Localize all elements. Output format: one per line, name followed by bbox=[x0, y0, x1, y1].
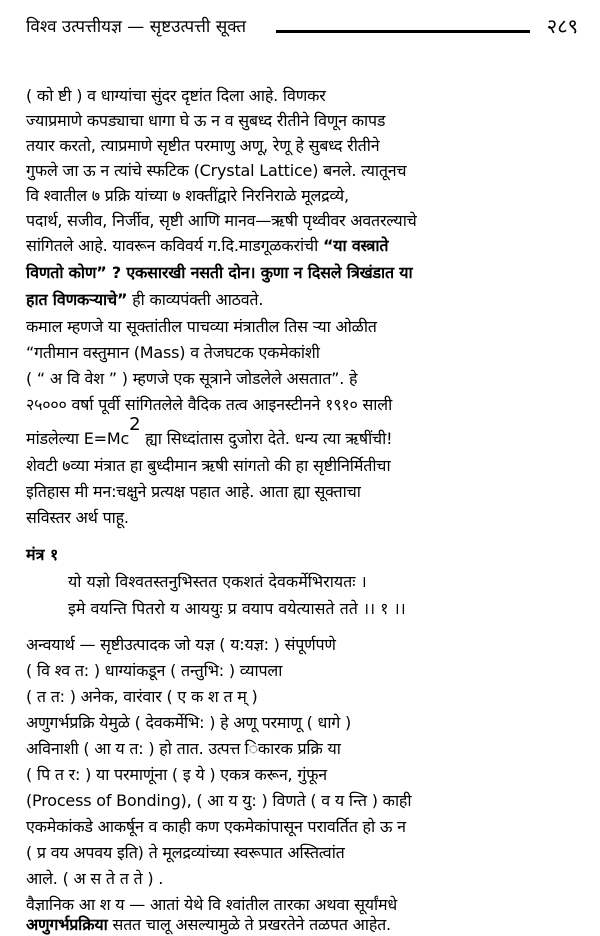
text-line: ( त त: ) अनेक, वारंवार ( ए क श त म् ) bbox=[26, 687, 258, 706]
text-span: ह्या सिध्दांतास दुजोरा देते. धन्य त्या ऋषींची! bbox=[140, 429, 393, 448]
header-title: विश्व उत्पत्तीयज्ञ — सृष्टउत्पत्ती सूक्त bbox=[26, 17, 247, 37]
text-line bbox=[26, 288, 578, 310]
text-line: अविनाशी ( आ य त: ) हो तात. उत्पत्त िकारक प्रक्रि या bbox=[26, 739, 341, 758]
text-line: “गतीमान वस्तुमान (Mass) व तेजघटक एकमेकांशी bbox=[26, 343, 320, 362]
highlight-term: अणुगर्भप्रक्रिया bbox=[26, 915, 108, 934]
text-line: ( प्र वय अपवय इति) ते मूलद्रव्यांच्या स्वरूपात अस्तित्वांत bbox=[26, 843, 345, 862]
text-line: तयार करतो, त्याप्रमाणे सृष्टीत परमाणु अणू, रेणू हे सुबध्द रीतीने bbox=[26, 136, 380, 155]
text-line: वि श्वातील ७ प्रक्रि यांच्या ७ शक्तींद्वारे निरनिराळे मूलद्रव्ये, bbox=[26, 186, 349, 205]
formula-text: मांडलेल्या E=Mc bbox=[26, 429, 130, 448]
text-line: ( को ष्टी ) व धाग्यांचा सुंदर दृष्टांत दिला आहे. विणकर bbox=[26, 86, 326, 105]
text-line: अणुगर्भप्रक्रि येमुळे ( देवकर्मेभि: ) हे अणू परमाणू ( धागे ) bbox=[26, 713, 352, 732]
text-span: सांगितले आहे. यावरून कविवर्य ग.दि.माडगूळकरांची bbox=[26, 236, 319, 255]
text-line: पदार्थ, सजीव, निर्जीव, सृष्टी आणि मानव—ऋषी पृथ्वीवर अवतरल्याचे bbox=[26, 211, 417, 230]
verse-line: यो यज्ञो विश्वतस्तनुभिस्तत एकशतं देवकर्मेभिरायतः । bbox=[68, 572, 367, 591]
text-line: ( वि श्व त: ) धाग्यांकडून ( तन्तुभि: ) व्यापला bbox=[26, 661, 283, 680]
mantra-label: मंत्र १ bbox=[26, 545, 59, 564]
text-line: आले. ( अ स ते त ते ) . bbox=[26, 869, 164, 888]
text-line: गुफले जा ऊ न त्यांचे स्फटिक (Crystal Lattice) बनले. त्यातूनच bbox=[26, 161, 407, 180]
text-line: शेवटी ७व्या मंत्रात हा बुध्दीमान ऋषी सांगतो की हा सृष्टीनिर्मितीचा bbox=[26, 456, 391, 475]
text-line: इतिहास मी मन:चक्षुने प्रत्यक्ष पहात आहे. आता ह्या सूक्ताचा bbox=[26, 482, 361, 501]
text-line: सविस्तर अर्थ पाहू. bbox=[26, 508, 129, 527]
poem-quote-end: हात विणकऱ्याचे” bbox=[26, 290, 128, 309]
text-line: ज्याप्रमाणे कपड्याचा धागा घे ऊ न व सुबध्द रीतीने विणून कापड bbox=[26, 111, 386, 130]
text-line bbox=[26, 234, 578, 256]
text-line: ( पि त र: ) या परमाणूंना ( इ ये ) एकत्र करून, गुंफून bbox=[26, 765, 327, 784]
text-line: कमाल म्हणजे या सूक्तांतील पाचव्या मंत्रातील तिस ऱ्या ओळीत bbox=[26, 317, 377, 336]
text-line: ( “ अ वि वेश ” ) म्हणजे एक सूत्राने जोडलेले असतात”. हे bbox=[26, 369, 358, 388]
text-span: ही काव्यपंक्ती आठवते. bbox=[127, 290, 264, 309]
text-line: २५००० वर्षा पूर्वी सांगितलेले वैदिक तत्व आइनस्टीनने १९१० साली bbox=[26, 395, 393, 414]
poem-quote-start: “या वस्त्राते bbox=[322, 236, 389, 255]
text-line: वैज्ञानिक आ श य — आतां येथे वि श्वांतील तारका अथवा सूर्यांमधे bbox=[26, 895, 397, 914]
text-line: एकमेकांकडे आकर्षून व काही कण एकमेकांपासून परावर्तित हो ऊ न bbox=[26, 817, 406, 836]
verse-line: इमे वयन्ति पितरो य आययुः प्र वयाप वयेत्यासते तते ।। १ ।। bbox=[68, 599, 406, 618]
poem-quote-line: विणतो कोण” ? एकसारखी नसती दोन। कुणा न दिसले त्रिखंडात या bbox=[26, 263, 413, 282]
text-line: अन्वयार्थ — सृष्टीउत्पादक जो यज्ञ ( य:यज्ञ: ) संपूर्णपणे bbox=[26, 635, 336, 654]
page-header bbox=[26, 8, 586, 42]
page-number: २८९ bbox=[546, 14, 578, 38]
text-line: (Process of Bonding), ( आ य यु: ) विणते ( व य न्ति ) काही bbox=[26, 791, 412, 810]
header-rule bbox=[276, 30, 530, 33]
formula-line bbox=[26, 414, 578, 449]
text-span: सतत चालू असल्यामुळे ते प्रखरतेने तळपत आहेत. bbox=[107, 915, 391, 934]
text-line bbox=[26, 913, 578, 935]
formula-superscript: 2 bbox=[129, 414, 141, 435]
